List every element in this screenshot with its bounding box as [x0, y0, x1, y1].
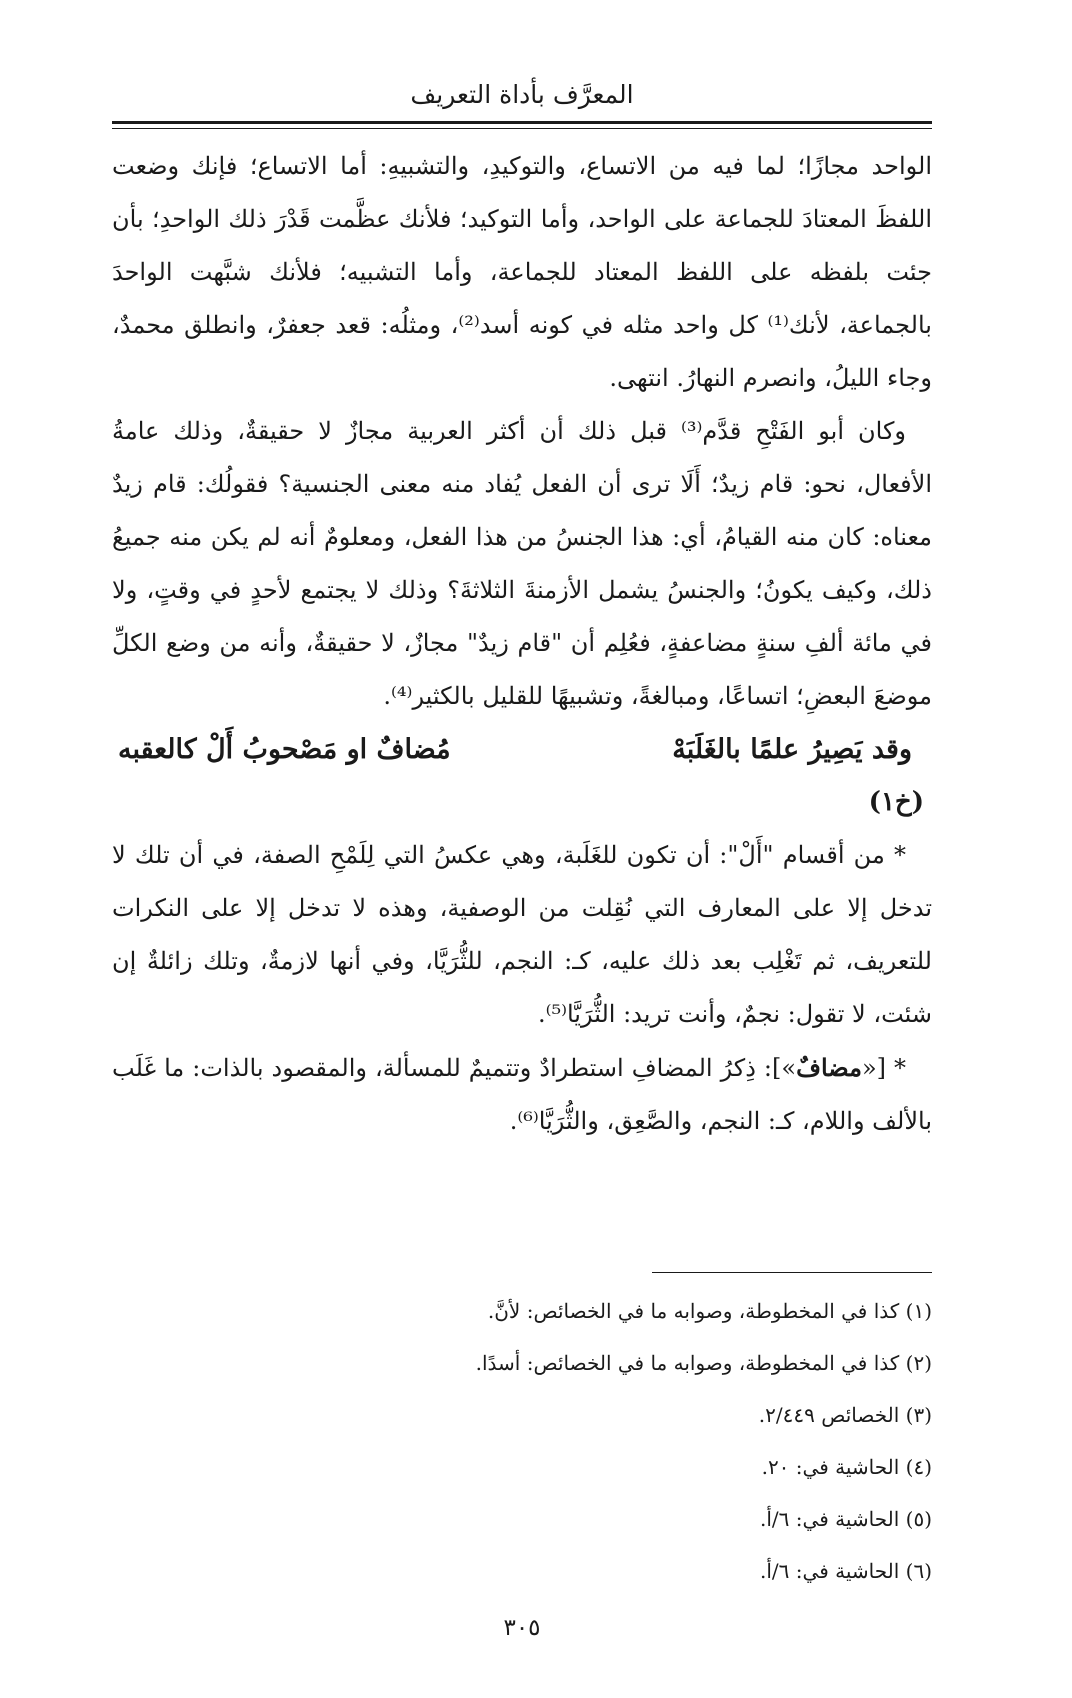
poem-first-hemistich: وقد يَصِيرُ علمًا بالغَلَبَهْ — [672, 734, 912, 765]
running-header-title: المعرَّف بأداة التعريف — [410, 80, 634, 109]
commentary-prefix: * [« — [861, 1054, 906, 1082]
poem-second-hemistich: مُضافٌ او مَصْحوبُ أَلْ كالعقبه — [118, 734, 451, 765]
footnote: (٤) الحاشية في: ٢٠. — [761, 1455, 932, 1479]
commentary-text: »]: ذِكرُ المضافِ استطرادٌ وتتميمٌ للمسألة، والمقصود بالذات: ما غَلَب بالألف واللام، كـ: النجم، والصَّعِق، والثُّرَيَّا⁽⁶⁾. — [112, 1054, 932, 1135]
header-rule-thin — [112, 128, 932, 129]
paragraph: الواحد مجازًا؛ لما فيه من الاتساع، والتوكيدِ، والتشبيهِ: أما الاتساع؛ فإنك وضعت اللفظَ المعتادَ للجماعة على الواحد، وأما التوكيد؛ فلأنك عظَّمت قَدْرَ ذلك الواحدِ؛ بأن جئت بلفظه على اللفظ المعتاد للجماعة، وأما التشبيه؛ فلأنك شبَّهت الواحدَ بالجماعة، لأنك⁽¹⁾ كل واحد مثله في كونه أسد⁽²⁾، ومثلُه: قعد جعفرٌ، وانطلق محمدٌ، وجاء الليلُ، وانصرم النهارُ. انتهى. — [112, 152, 932, 392]
header-rule-thick — [112, 121, 932, 124]
footnote: (٥) الحاشية في: ٦/أ. — [760, 1507, 932, 1531]
commentary-term: مضافٌ — [796, 1053, 862, 1082]
poem-verse — [112, 723, 932, 776]
page-number: ٣٠٥ — [503, 1615, 541, 1641]
commentary-paragraph — [112, 1041, 932, 1148]
footnote: (١) كذا في المخطوطة، وصوابه ما في الخصائص: لأنَّ. — [487, 1299, 932, 1323]
footnote-separator — [652, 1272, 932, 1273]
poem-reference-tag: (خ١) — [868, 787, 924, 817]
footnotes — [112, 1285, 932, 1597]
commentary-paragraph: * من أقسام "أَلْ": أن تكون للغَلَبة، وهي عكسُ التي لِلَمْحِ الصفة، في أن تلك لا تدخل إلا على المعارف التي نُقِلت من الوصفية، وهذه لا تدخل إلا على النكرات للتعريف، ثم تَغْلِب بعد ذلك عليه، كـ: النجم، للثُّرَيَّا، وفي أنها لازمةٌ، وتلك زائلةٌ إن شئت، لا تقول: نجمٌ، وأنت تريد: الثُّرَيَّا⁽⁵⁾. — [112, 841, 932, 1028]
footnote: (٢) كذا في المخطوطة، وصوابه ما في الخصائص: أسدًا. — [475, 1351, 932, 1375]
footnote: (٣) الخصائص ٢/٤٤٩. — [758, 1403, 932, 1427]
footnote: (٦) الحاشية في: ٦/أ. — [760, 1559, 932, 1583]
paragraph: وكان أبو الفَتْحِ قدَّم⁽³⁾ قبل ذلك أن أكثر العربية مجازٌ لا حقيقةٌ، وذلك عامةُ الأفعال، نحو: قام زيدٌ؛ أَلَا ترى أن الفعل يُفاد منه معنى الجنسية؟ فقولُك: قام زيدٌ معناه: كان منه القيامُ، أي: هذا الجنسُ من هذا الفعل، ومعلومٌ أنه لم يكن منه جميعُ ذلك، وكيف يكونُ؛ والجنسُ يشمل الأزمنةَ الثلاثةَ؟ وذلك لا يجتمع لأحدٍ في وقتٍ، ولا في مائة ألفِ سنةٍ مضاعفةٍ، فعُلِم أن "قام زيدٌ" مجازٌ، لا حقيقةٌ، وأنه من وضع الكلِّ موضعَ البعضِ؛ اتساعًا، ومبالغةً، وتشبيهًا للقليل بالكثير⁽⁴⁾. — [112, 417, 932, 710]
main-text — [112, 140, 932, 1148]
